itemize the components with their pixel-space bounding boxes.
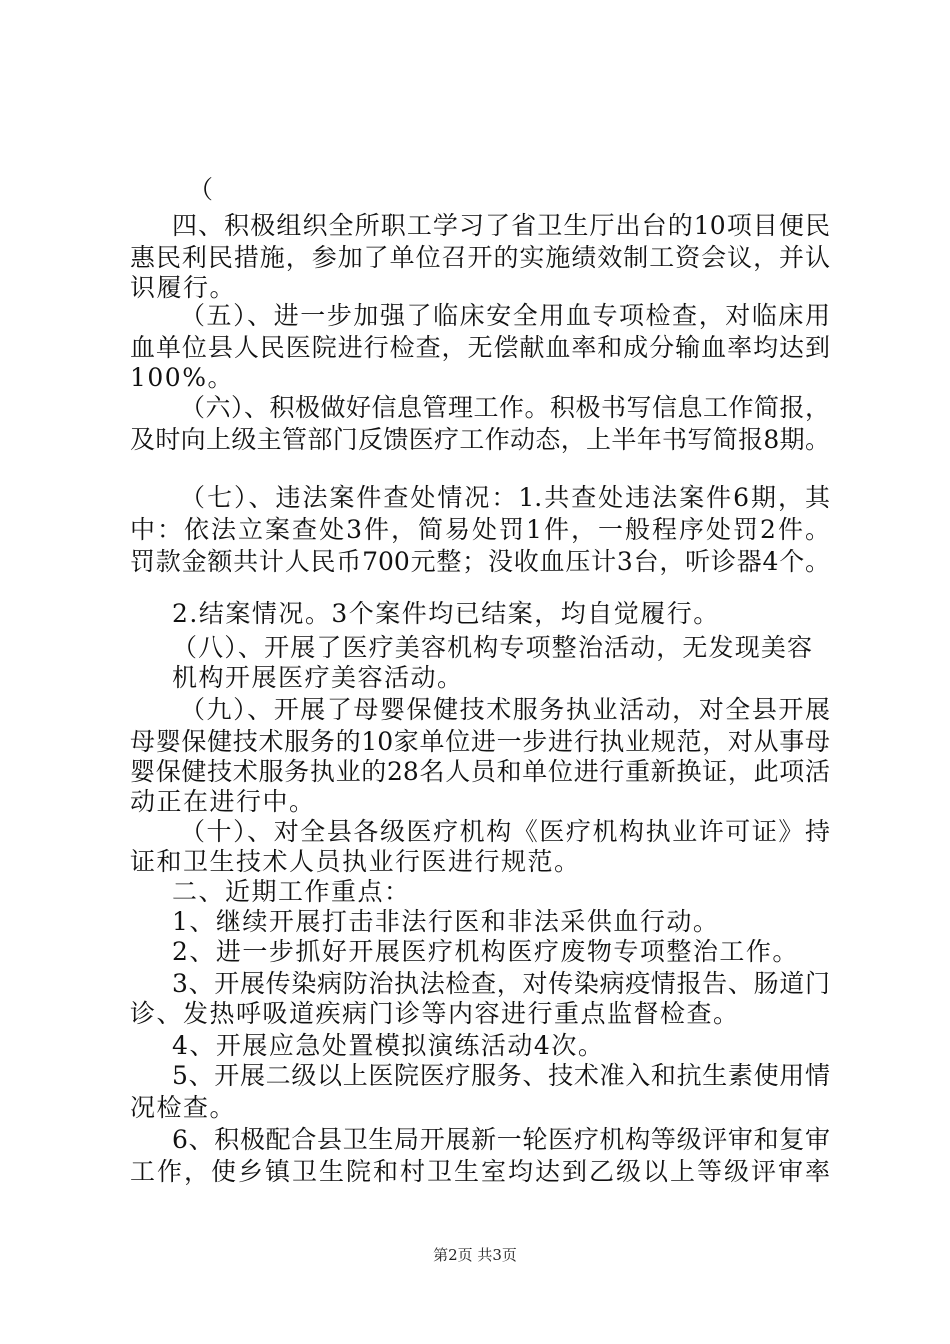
paragraph-line: 婴保健技术服务执业的28名人员和单位进行重新换证，此项活 [130, 757, 830, 786]
paragraph-line: 惠民利民措施，参加了单位召开的实施绩效制工资会议，并认 [130, 243, 830, 272]
paragraph-line: （ [188, 175, 215, 204]
paragraph-line: 证和卫生技术人员执业行医进行规范。 [130, 847, 581, 876]
paragraph-line: 2.结案情况。3个案件均已结案，均自觉履行。 [172, 599, 720, 628]
paragraph-line: 母婴保健技术服务的10家单位进一步进行执业规范，对从事母 [130, 727, 830, 756]
paragraph-line: 100%。 [130, 363, 234, 392]
list-item: 2、进一步抓好开展医疗机构医疗废物专项整治工作。 [172, 937, 799, 966]
list-item: 1、继续开展打击非法行医和非法采供血行动。 [172, 907, 720, 936]
paragraph-line: 识履行。 [130, 273, 237, 302]
list-item: 3、开展传染病防治执法检查，对传染病疫情报告、肠道门 [172, 969, 830, 998]
paragraph-line: 诊、发热呼吸道疾病门诊等内容进行重点监督检查。 [130, 999, 740, 1028]
paragraph-line: （八）、开展了医疗美容机构专项整治活动，无发现美容 [172, 633, 812, 662]
paragraph-line: 中：依法立案查处3件，简易处罚1件，一般程序处罚2件。 [130, 515, 830, 544]
paragraph-line: （五）、进一步加强了临床安全用血专项检查，对临床用 [180, 301, 830, 330]
paragraph-line: 况检查。 [130, 1093, 237, 1122]
paragraph-line: 动正在进行中。 [130, 787, 316, 816]
page-footer: 第2页 共3页 [433, 1246, 517, 1264]
paragraph-line: 机构开展医疗美容活动。 [172, 663, 464, 692]
paragraph-line: 及时向上级主管部门反馈医疗工作动态，上半年书写简报8期。 [130, 425, 830, 454]
paragraph-line: （七）、违法案件查处情况：1.共查处违法案件6期，其 [180, 483, 830, 512]
paragraph-line: 罚款金额共计人民币700元整；没收血压计3台，听诊器4个。 [130, 547, 830, 576]
list-item: 6、积极配合县卫生局开展新一轮医疗机构等级评审和复审 [172, 1125, 830, 1154]
section-heading: 二、近期工作重点： [172, 877, 411, 906]
paragraph-line: （六）、积极做好信息管理工作。积极书写信息工作简报， [180, 393, 830, 422]
paragraph-line: （十）、对全县各级医疗机构《医疗机构执业许可证》持 [180, 817, 830, 846]
paragraph-line: 四、积极组织全所职工学习了省卫生厅出台的10项目便民 [172, 211, 830, 240]
paragraph-line: （九）、开展了母婴保健技术服务执业活动，对全县开展 [180, 695, 830, 724]
paragraph-line: 工作，使乡镇卫生院和村卫生室均达到乙级以上等级评审率 [130, 1157, 830, 1186]
list-item: 4、开展应急处置模拟演练活动4次。 [172, 1031, 605, 1060]
list-item: 5、开展二级以上医院医疗服务、技术准入和抗生素使用情 [172, 1061, 830, 1090]
paragraph-line: 血单位县人民医院进行检查，无偿献血率和成分输血率均达到 [130, 333, 830, 362]
